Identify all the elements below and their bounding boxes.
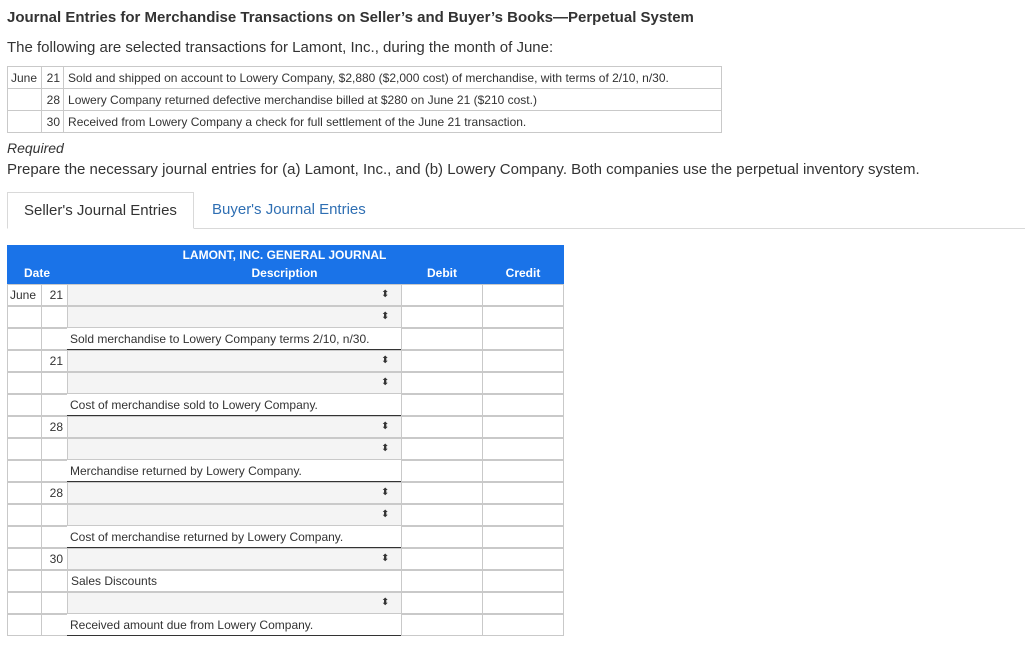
debit-input[interactable] bbox=[401, 482, 483, 504]
journal-row bbox=[7, 592, 564, 614]
date-month bbox=[7, 372, 42, 394]
transaction-month bbox=[8, 89, 42, 111]
journal-row bbox=[7, 614, 564, 636]
debit-input[interactable] bbox=[401, 460, 483, 482]
debit-input[interactable] bbox=[401, 328, 483, 350]
date-month bbox=[7, 504, 42, 526]
entry-memo: Received amount due from Lowery Company. bbox=[67, 614, 402, 636]
transaction-month: June bbox=[8, 67, 42, 89]
journal-row bbox=[7, 372, 564, 394]
credit-input[interactable] bbox=[482, 504, 564, 526]
debit-input[interactable] bbox=[401, 394, 483, 416]
date-day bbox=[41, 372, 68, 394]
transaction-text: Received from Lowery Company a check for full settlement of the June 21 transaction. bbox=[64, 111, 722, 133]
debit-input[interactable] bbox=[401, 526, 483, 548]
transaction-month bbox=[8, 111, 42, 133]
select-arrows-icon: ⬍ bbox=[381, 421, 390, 432]
date-month bbox=[7, 548, 42, 570]
entry-memo: Merchandise returned by Lowery Company. bbox=[67, 460, 402, 482]
date-month bbox=[7, 328, 42, 350]
date-month: June bbox=[7, 284, 42, 306]
date-day: 21 bbox=[41, 284, 68, 306]
select-arrows-icon: ⬍ bbox=[381, 289, 390, 300]
account-select[interactable] bbox=[67, 438, 402, 460]
journal-row bbox=[7, 350, 564, 372]
date-day bbox=[41, 592, 68, 614]
date-month bbox=[7, 570, 42, 592]
account-select[interactable] bbox=[67, 306, 402, 328]
journal-row bbox=[7, 460, 564, 482]
date-month bbox=[7, 350, 42, 372]
date-month bbox=[7, 394, 42, 416]
journal-row bbox=[7, 284, 564, 306]
date-month bbox=[7, 614, 42, 636]
entry-memo: Cost of merchandise returned by Lowery Company. bbox=[67, 526, 402, 548]
debit-input[interactable] bbox=[401, 548, 483, 570]
date-month bbox=[7, 306, 42, 328]
credit-input[interactable] bbox=[482, 394, 564, 416]
account-select[interactable] bbox=[67, 548, 402, 570]
date-day: 30 bbox=[41, 548, 68, 570]
page-title: Journal Entries for Merchandise Transactions on Seller’s and Buyer’s Books—Perpetual System bbox=[7, 9, 694, 26]
intro-text: The following are selected transactions for Lamont, Inc., during the month of June: bbox=[7, 39, 554, 56]
tab-sellers-journal[interactable]: Seller's Journal Entries bbox=[7, 192, 194, 229]
journal-row bbox=[7, 438, 564, 460]
journal-row bbox=[7, 526, 564, 548]
entry-memo: Cost of merchandise sold to Lowery Company. bbox=[67, 394, 402, 416]
account-select[interactable] bbox=[67, 372, 402, 394]
tab-buyers-journal[interactable]: Buyer's Journal Entries bbox=[212, 201, 366, 218]
date-month bbox=[7, 438, 42, 460]
account-select[interactable] bbox=[67, 416, 402, 438]
debit-input[interactable] bbox=[401, 350, 483, 372]
journal-row bbox=[7, 482, 564, 504]
debit-input[interactable] bbox=[401, 592, 483, 614]
journal-row bbox=[7, 394, 564, 416]
credit-input[interactable] bbox=[482, 482, 564, 504]
date-month bbox=[7, 460, 42, 482]
debit-input[interactable] bbox=[401, 416, 483, 438]
debit-input[interactable] bbox=[401, 372, 483, 394]
date-day bbox=[41, 306, 68, 328]
credit-input[interactable] bbox=[482, 592, 564, 614]
table-row bbox=[8, 111, 722, 133]
date-day: 28 bbox=[41, 416, 68, 438]
date-day bbox=[41, 328, 68, 350]
date-day bbox=[41, 438, 68, 460]
journal-header bbox=[7, 245, 564, 284]
account-select[interactable] bbox=[67, 592, 402, 614]
journal-row bbox=[7, 504, 564, 526]
transactions-table bbox=[7, 66, 722, 133]
account-name: Sales Discounts bbox=[67, 570, 402, 592]
select-arrows-icon: ⬍ bbox=[381, 553, 390, 564]
journal-row bbox=[7, 548, 564, 570]
transaction-text: Sold and shipped on account to Lowery Company, $2,880 ($2,000 cost) of merchandise, with terms of 2/10, n/30. bbox=[64, 67, 722, 89]
transaction-day: 30 bbox=[42, 111, 64, 133]
transaction-day: 21 bbox=[42, 67, 64, 89]
tab-bar bbox=[7, 192, 1025, 229]
credit-input[interactable] bbox=[482, 372, 564, 394]
credit-input[interactable] bbox=[482, 284, 564, 306]
date-month bbox=[7, 482, 42, 504]
credit-input[interactable] bbox=[482, 570, 564, 592]
debit-input[interactable] bbox=[401, 570, 483, 592]
debit-input[interactable] bbox=[401, 306, 483, 328]
credit-input[interactable] bbox=[482, 306, 564, 328]
select-arrows-icon: ⬍ bbox=[381, 597, 390, 608]
credit-input[interactable] bbox=[482, 328, 564, 350]
debit-input[interactable] bbox=[401, 438, 483, 460]
date-day: 28 bbox=[41, 482, 68, 504]
date-month bbox=[7, 592, 42, 614]
credit-input[interactable] bbox=[482, 416, 564, 438]
debit-input[interactable] bbox=[401, 614, 483, 636]
date-month bbox=[7, 526, 42, 548]
date-day bbox=[41, 460, 68, 482]
journal-row bbox=[7, 306, 564, 328]
select-arrows-icon: ⬍ bbox=[381, 377, 390, 388]
transaction-day: 28 bbox=[42, 89, 64, 111]
description-header: Description bbox=[251, 266, 318, 280]
credit-header: Credit bbox=[505, 266, 541, 280]
date-header: Date bbox=[23, 266, 50, 280]
date-day bbox=[41, 570, 68, 592]
required-text: Prepare the necessary journal entries for (a) Lamont, Inc., and (b) Lowery Company. Both companies use the perpetual inventory system. bbox=[7, 161, 920, 178]
account-select[interactable] bbox=[67, 482, 402, 504]
credit-input[interactable] bbox=[482, 438, 564, 460]
date-day: 21 bbox=[41, 350, 68, 372]
journal-title: LAMONT, INC. GENERAL JOURNAL bbox=[182, 248, 387, 262]
credit-input[interactable] bbox=[482, 614, 564, 636]
table-row bbox=[8, 89, 722, 111]
date-day bbox=[41, 394, 68, 416]
account-select[interactable] bbox=[67, 284, 402, 306]
account-select[interactable] bbox=[67, 350, 402, 372]
journal-row bbox=[7, 328, 564, 350]
select-arrows-icon: ⬍ bbox=[381, 311, 390, 322]
select-arrows-icon: ⬍ bbox=[381, 443, 390, 454]
table-row bbox=[8, 67, 722, 89]
entry-memo: Sold merchandise to Lowery Company terms 2/10, n/30. bbox=[67, 328, 402, 350]
required-label: Required bbox=[7, 140, 64, 156]
select-arrows-icon: ⬍ bbox=[381, 355, 390, 366]
debit-header: Debit bbox=[427, 266, 457, 280]
debit-input[interactable] bbox=[401, 504, 483, 526]
date-day bbox=[41, 614, 68, 636]
credit-input[interactable] bbox=[482, 548, 564, 570]
credit-input[interactable] bbox=[482, 350, 564, 372]
select-arrows-icon: ⬍ bbox=[381, 509, 390, 520]
date-day bbox=[41, 526, 68, 548]
journal-row bbox=[7, 570, 564, 592]
date-month bbox=[7, 416, 42, 438]
transaction-text: Lowery Company returned defective merchandise billed at $280 on June 21 ($210 cost.) bbox=[64, 89, 722, 111]
credit-input[interactable] bbox=[482, 526, 564, 548]
credit-input[interactable] bbox=[482, 460, 564, 482]
journal-row bbox=[7, 416, 564, 438]
date-day bbox=[41, 504, 68, 526]
debit-input[interactable] bbox=[401, 284, 483, 306]
select-arrows-icon: ⬍ bbox=[381, 487, 390, 498]
account-select[interactable] bbox=[67, 504, 402, 526]
